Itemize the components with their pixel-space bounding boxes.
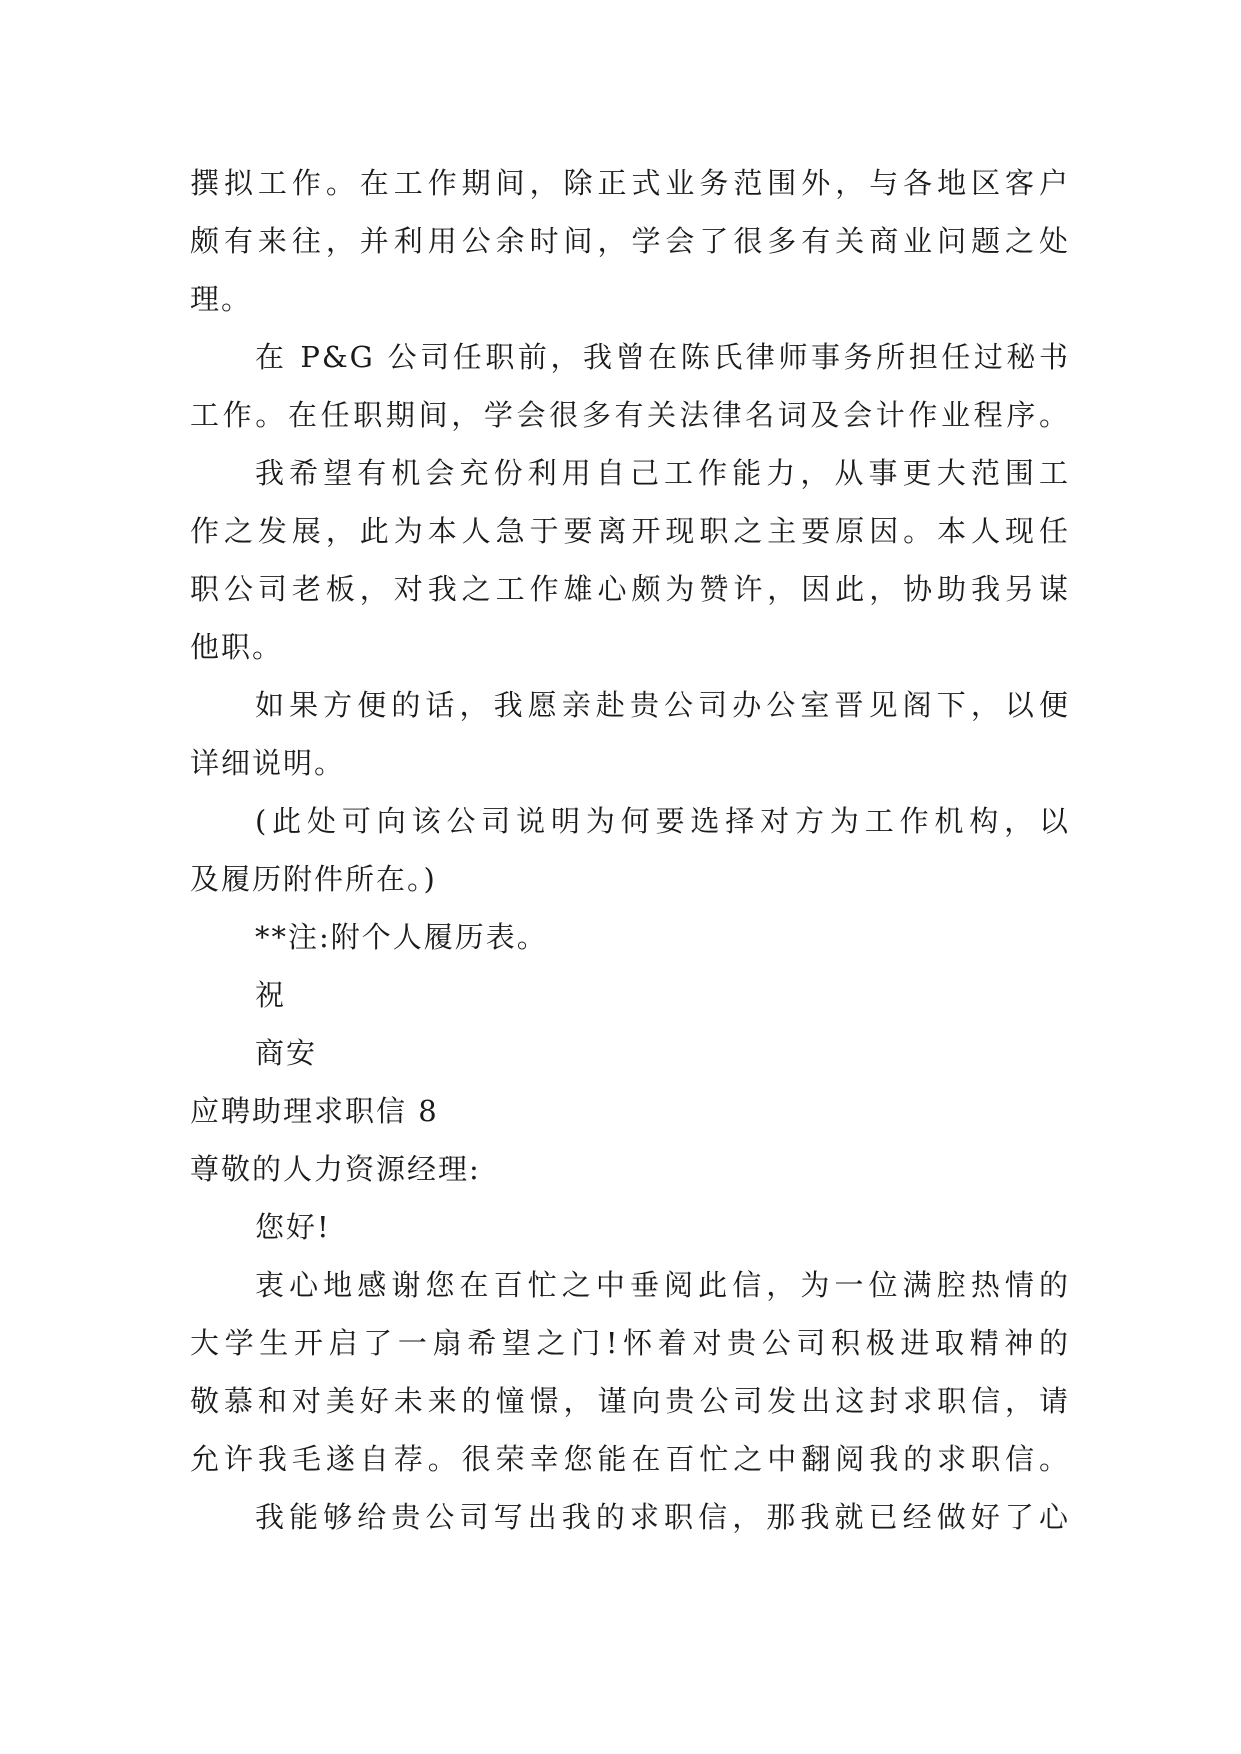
section-heading: 应聘助理求职信 8: [190, 1094, 439, 1128]
body-text-line: 大学生开启了一扇希望之门!怀着对贵公司积极进取精神的: [190, 1326, 1070, 1360]
body-text-line: 详细说明。: [190, 746, 346, 780]
body-text-line: 如果方便的话，我愿亲赴贵公司办公室晋见阁下，以便: [255, 688, 1070, 722]
attachment-note: **注:附个人履历表。: [255, 920, 548, 954]
body-text-line: 允许我毛遂自荐。很荣幸您能在百忙之中翻阅我的求职信。: [190, 1442, 1070, 1476]
closing-salutation: 祝: [255, 978, 287, 1012]
body-text-line: 工作。在任职期间，学会很多有关法律名词及会计作业程序。: [190, 398, 1070, 432]
body-text-line: 及履历附件所在。): [190, 862, 437, 896]
letter-greeting: 您好!: [255, 1210, 331, 1244]
body-text-line: 作之发展，此为本人急于要离开现职之主要原因。本人现任: [190, 514, 1070, 548]
body-text-line: 他职。: [190, 630, 284, 664]
body-text-line: 我希望有机会充份利用自己工作能力，从事更大范围工: [255, 456, 1070, 490]
body-text-line: 我能够给贵公司写出我的求职信，那我就已经做好了心: [255, 1500, 1070, 1534]
body-text-line: 职公司老板，对我之工作雄心颇为赞许，因此，协助我另谋: [190, 572, 1070, 606]
body-text-line: 衷心地感谢您在百忙之中垂阅此信，为一位满腔热情的: [255, 1268, 1070, 1302]
closing-wish: 商安: [255, 1036, 318, 1070]
body-text-line: 理。: [190, 282, 253, 316]
body-text-line: 敬慕和对美好未来的憧憬，谨向贵公司发出这封求职信，请: [190, 1384, 1070, 1418]
body-text-line: 在 P&G 公司任职前，我曾在陈氏律师事务所担任过秘书: [255, 340, 1070, 374]
body-text-line: 颇有来往，并利用公余时间，学会了很多有关商业问题之处: [190, 224, 1070, 258]
letter-recipient: 尊敬的人力资源经理:: [190, 1152, 481, 1186]
body-text-line: (此处可向该公司说明为何要选择对方为工作机构，以: [255, 804, 1070, 838]
body-text-line: 撰拟工作。在工作期间，除正式业务范围外，与各地区客户: [190, 166, 1070, 200]
